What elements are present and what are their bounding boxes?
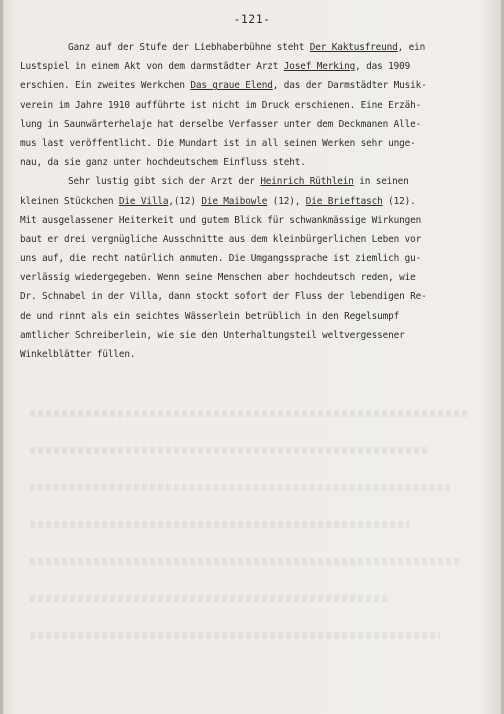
- text-line: [20, 326, 490, 345]
- text-line: [20, 115, 490, 134]
- text-line: [20, 345, 490, 364]
- text-run: Lustspiel in einem Akt von dem darmstädter Arzt: [20, 61, 284, 73]
- text-run: verein im Jahre 1910 aufführte ist nicht im Druck erschienen. Eine Erzäh-: [20, 99, 422, 111]
- text-run: de und rinnt als ein seichtes Wässerlein betrüblich in den Regelsumpf: [20, 310, 400, 322]
- bleed-through-mark: [30, 558, 460, 565]
- text-line: [20, 96, 490, 115]
- text-run: Ganz auf der Stufe der Liebhaberbühne steht: [68, 42, 310, 53]
- underlined-title: Heinrich Rüthlein: [260, 176, 354, 188]
- underlined-title: Die Brieftasch: [305, 195, 383, 207]
- text-run: baut er drei vergnügliche Ausschnitte aus dem kleinbürgerlichen Leben vor: [20, 233, 422, 245]
- bleed-through-mark: [30, 447, 430, 454]
- page-number: -121-: [233, 12, 271, 26]
- text-line: [20, 76, 490, 95]
- text-run: Mit ausgelassener Heiterkeit und gutem Blick für schwankmässige Wirkungen: [20, 214, 422, 226]
- text-run: erschien. Ein zweites Werkchen: [20, 80, 191, 92]
- underlined-title: Josef Merking: [283, 61, 356, 73]
- text-line: [20, 134, 490, 153]
- text-run: Winkelblätter füllen.: [20, 349, 136, 360]
- underlined-title: Die Villa: [118, 195, 169, 207]
- text-line: [20, 38, 490, 57]
- text-run: lung in Saunwärterhelaje hat derselbe Verfasser unter dem Deckmanen Alle-: [20, 118, 422, 130]
- underlined-title: Das graue Elend: [190, 80, 273, 92]
- text-run: in seinen: [353, 176, 409, 188]
- bleed-through-mark: [30, 521, 410, 528]
- text-run: , das der Darmstädter Musik-: [272, 80, 427, 92]
- text-line: [20, 172, 490, 191]
- text-line: [20, 192, 490, 211]
- text-line: [20, 57, 490, 76]
- text-run: mus last veröffentlicht. Die Mundart ist in all seinen Werken sehr unge-: [20, 137, 416, 149]
- bleed-through-mark: [30, 484, 450, 491]
- underlined-title: Die Maibowle: [201, 195, 268, 207]
- text-run: Sehr lustig gibt sich der Arzt der: [68, 176, 261, 188]
- text-line: [20, 268, 490, 287]
- bleed-through-mark: [30, 595, 390, 602]
- text-run: ,(12): [168, 195, 202, 207]
- text-line: [20, 230, 490, 249]
- text-line: [20, 211, 490, 230]
- text-line: [20, 153, 490, 172]
- text-run: , das 1909: [355, 61, 411, 73]
- text-run: nau, da sie ganz unter hochdeutschem Einfluss steht.: [20, 157, 306, 169]
- bleed-through-mark: [30, 410, 470, 417]
- bleed-through-mark: [30, 632, 440, 639]
- text-run: kleinen Stückchen: [20, 195, 119, 207]
- text-run: (12).: [382, 195, 416, 207]
- left-scan-edge: [0, 0, 3, 714]
- body-text: [20, 38, 490, 364]
- text-run: uns auf, die recht natürlich anmuten. Die Umgangssprache ist ziemlich gu-: [20, 253, 422, 265]
- text-line: [20, 307, 490, 326]
- text-run: amtlicher Schreiberlein, wie sie den Unterhaltungsteil weltvergessener: [20, 329, 405, 341]
- text-line: [20, 287, 490, 306]
- text-run: Dr. Schnabel in der Villa, dann stockt sofort der Fluss der lebendigen Re-: [20, 291, 427, 303]
- underlined-title: Der Kaktusfreund: [309, 42, 398, 53]
- text-run: (12),: [267, 195, 306, 207]
- text-run: verlässig wiedergegeben. Wenn seine Menschen aber hochdeutsch reden, wie: [20, 272, 416, 284]
- text-run: , ein: [397, 42, 426, 53]
- text-line: [20, 249, 490, 268]
